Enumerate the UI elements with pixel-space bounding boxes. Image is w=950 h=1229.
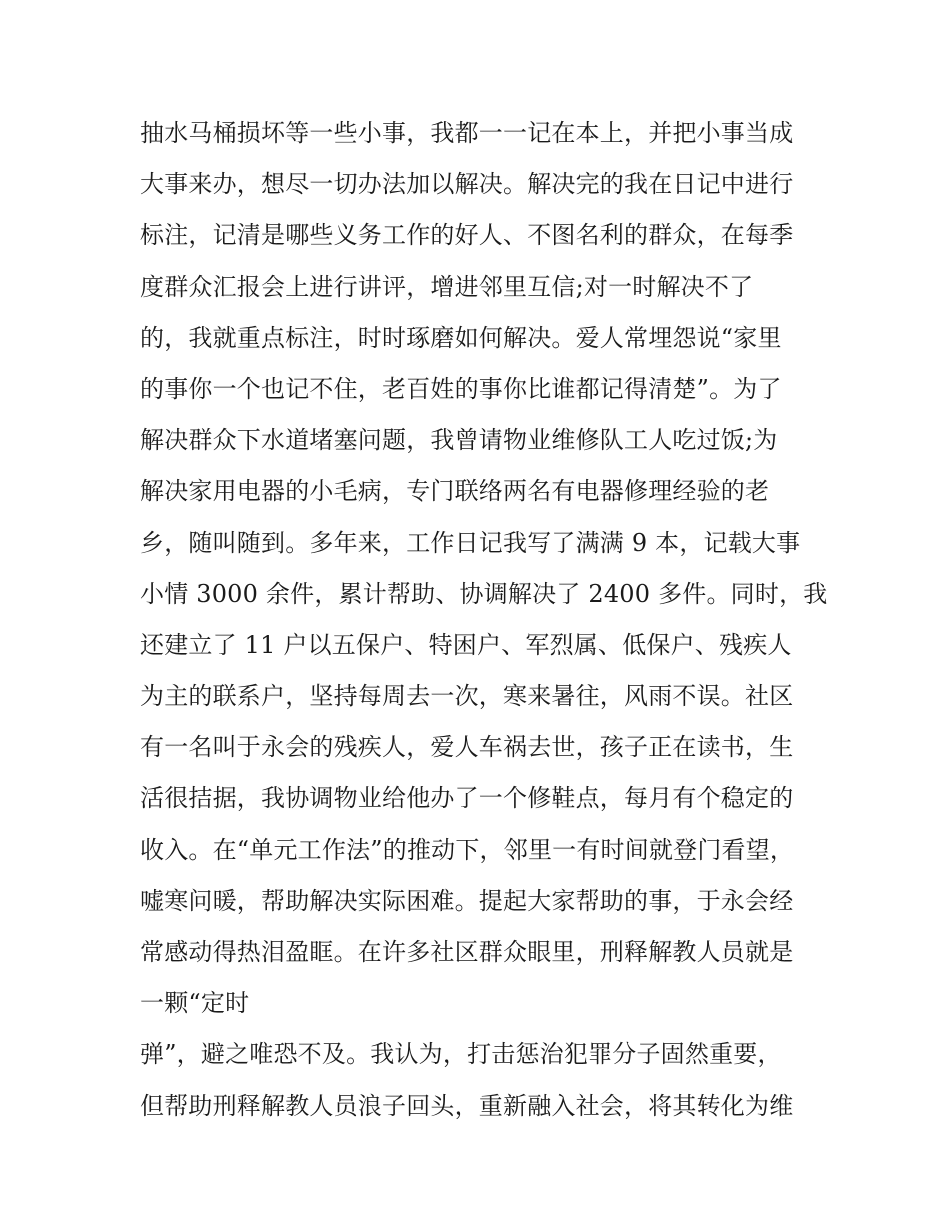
text-line: 常感动得热泪盈眶。在许多社区群众眼里，刑释解教人员就是: [140, 938, 794, 966]
text-line: 抽水马桶损坏等一些小事，我都一一记在本上，并把小事当成: [140, 119, 794, 147]
body-text: [140, 108, 830, 1132]
text-line: 但帮助刑释解教人员浪子回头，重新融入社会，将其转化为维: [140, 1091, 794, 1120]
text-line: 收入。在“单元工作法”的推动下，邻里一有时间就登门看望，: [140, 835, 795, 864]
text-line: 的事你一个也记不住，老百姓的事你比谁都记得清楚”。为了: [140, 374, 782, 403]
text-line: 小情 3000 余件，累计帮助、协调解决了 2400 多件。同时，我: [140, 579, 828, 608]
text-line: 度群众汇报会上进行讲评，增进邻里互信;对一时解决不了: [140, 272, 754, 301]
text-line: 活很拮据，我协调物业给他办了一个修鞋点，每月有个稳定的: [140, 784, 794, 813]
text-line: 一颗“定时: [140, 989, 250, 1018]
text-line: 有一名叫于永会的残疾人，爱人车祸去世，孩子正在读书，生: [140, 733, 794, 762]
text-line: 标注，记清是哪些义务工作的好人、不图名利的群众，在每季: [140, 221, 794, 250]
text-line: 乡，随叫随到。多年来，工作日记我写了满满 9 本，记载大事: [140, 528, 801, 557]
text-line: 的，我就重点标注，时时琢磨如何解决。爱人常埋怨说“家里: [140, 323, 782, 352]
text-line: 大事来办，想尽一切办法加以解决。解决完的我在日记中进行: [140, 170, 794, 199]
text-line: 还建立了 11 户以五保户、特困户、军烈属、低保户、残疾人: [140, 630, 792, 659]
text-line: 嘘寒问暖，帮助解决实际困难。提起大家帮助的事，于永会经: [140, 886, 794, 915]
text-line: 解决家用电器的小毛病，专门联络两名有电器修理经验的老: [140, 477, 770, 506]
text-line: 解决群众下水道堵塞问题，我曾请物业维修队工人吃过饭;为: [140, 426, 778, 455]
text-line: 为主的联系户，坚持每周去一次，寒来暑往，风雨不误。社区: [140, 682, 794, 711]
text-line: 弹”，避之唯恐不及。我认为，打击惩治犯罪分子固然重要，: [140, 1040, 782, 1069]
